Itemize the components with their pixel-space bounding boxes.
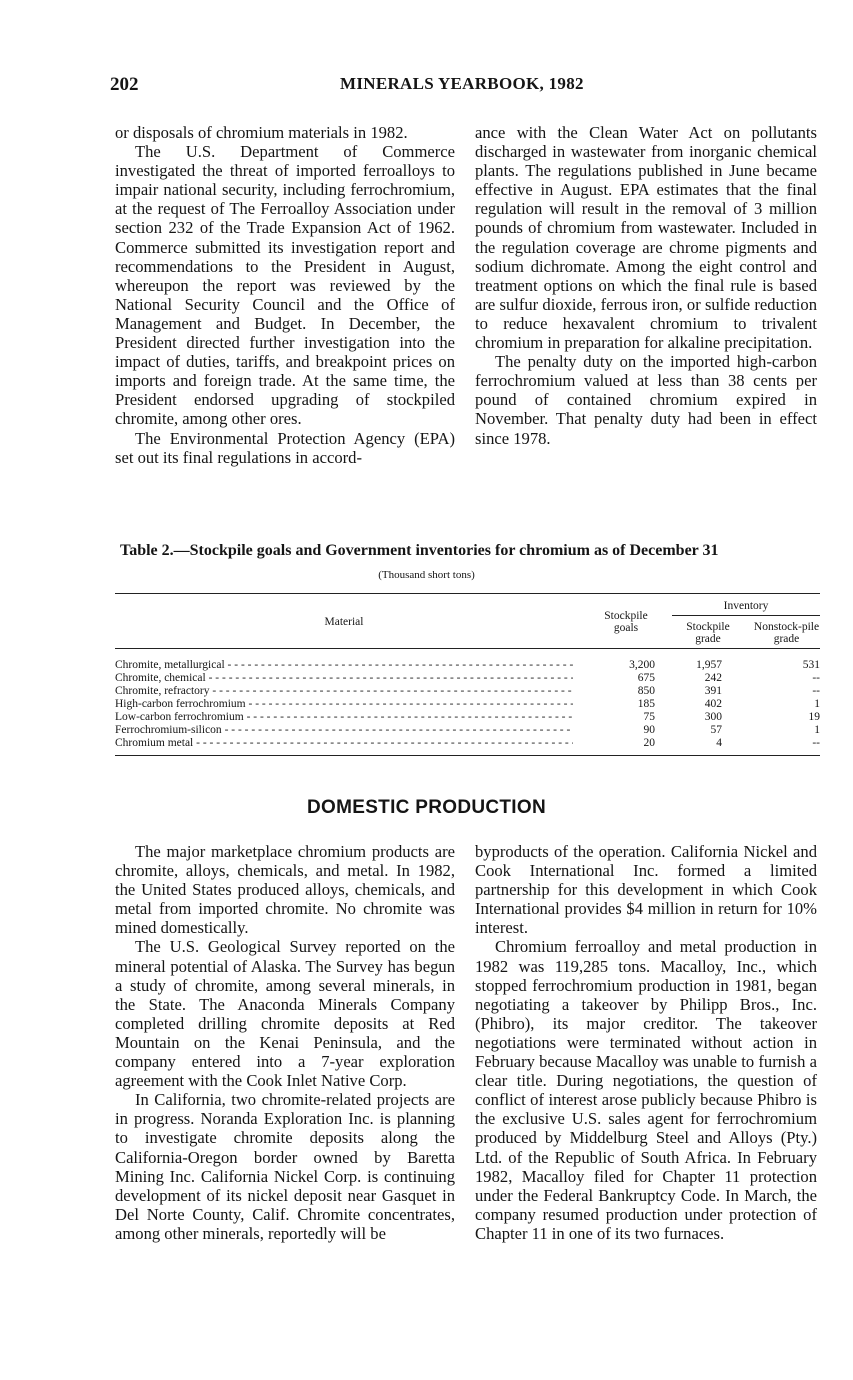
text-column-top-left [115,123,455,467]
cell-nonstockpile-grade: 1 [814,724,820,736]
cell-stockpile-grade: 391 [704,685,722,697]
table-row [115,725,820,736]
paragraph: The Environmental Protection Agency (EPA) set out its final regulations in accord- [115,428,455,467]
cell-nonstockpile-grade: 1 [814,698,820,710]
cell-goals: 90 [643,724,655,736]
cell-material: Chromium metal - - - [115,738,573,749]
cell-material: Low-carbon ferrochromium - - - [115,712,573,723]
paragraph: byproducts of the operation. California Nickel and Cook International Inc. formed a limited partnership for this development in which Cook International provides $4 million in return for 10% interest. [475,842,817,938]
cell-stockpile-grade: 1,957 [696,659,722,671]
section-heading: DOMESTIC PRODUCTION [307,797,546,818]
paragraph: The major marketplace chromium products are chromite, alloys, chemicals, and metal. In 1982, the United States produced alloys, chemicals, and metal from imported chromite. No chromite was mined domestically. [115,842,455,938]
cell-goals: 675 [637,672,655,684]
page-number: 202 [110,74,139,95]
table-title: Table 2.—Stockpile goals and Government inventories for chromium as of December 31 [120,542,719,559]
table-row [115,673,820,684]
table-header-rule [115,648,820,649]
table-row [115,660,820,671]
table-row [115,699,820,710]
table-unit-note: (Thousand short tons) [378,569,475,581]
header-inventory: Inventory [723,600,769,612]
table-row [115,738,820,749]
cell-nonstockpile-grade: -- [812,672,820,684]
paragraph: Chromium ferroalloy and metal production in 1982 was 119,285 tons. Macalloy, Inc., which stopped ferrochromium production in 1981, began negotiating a takeover by Philipp Bros., Inc. (Phibro), its major creditor. The takeover negotiations were terminated without action in February because Macalloy was unable to furnish a clear title. During negotiations, the question of conflict of interest arose publicly because Phibro is the exclusive U.S. sales agent for ferrochromium produced by Middelburg Steel and Alloys (Pty.) Ltd. of the Republic of South Africa. In February 1982, Macalloy filed for Chapter 11 protection under the Federal Bankruptcy Code. In March, the company resumed production under protection of Chapter 11 in one of its two furnaces. [475,937,817,1243]
cell-goals: 850 [637,685,655,697]
table-row [115,686,820,697]
paragraph: The penalty duty on the imported high-carbon ferrochromium valued at less than 38 cents per pound of contained chromium expired in November. That penalty duty had been in effect since 1978. [475,352,817,448]
cell-nonstockpile-grade: -- [812,737,820,749]
cell-goals: 3,200 [629,659,655,671]
cell-stockpile-grade: 402 [704,698,722,710]
cell-goals: 20 [643,737,655,749]
inventory-rule [672,615,820,616]
paragraph: ance with the Clean Water Act on pollutants discharged in wastewater from inorganic chemical plants. The regulations published in June became effective in August. EPA estimates that the final regulation will result in the removal of 3 million pounds of chromium from wastewater. Included in the regulation coverage are chrome pigments and sodium dichromate. Among the eight control and treatment options on which the final rule is based are sulfur dioxide, ferrous iron, or sulfide reduction to reduce hexavalent chromium to trivalent chromium in preparation for alkaline precipitation. [475,123,817,353]
cell-stockpile-grade: 57 [710,724,722,736]
table-row [115,712,820,723]
cell-nonstockpile-grade: 19 [808,711,820,723]
header-stockpile-grade: Stockpile grade [686,621,730,645]
cell-goals: 185 [637,698,655,710]
table-bottom-rule [115,755,820,756]
cell-nonstockpile-grade: 531 [802,659,820,671]
cell-material: Ferrochromium-silicon - - - [115,725,573,736]
paragraph: The U.S. Geological Survey reported on the mineral potential of Alaska. The Survey has begun a study of chromite, among several minerals, in the State. The Anaconda Minerals Company completed drilling chromite deposits at Red Mountain on the Kenai Peninsula, and the company entered into a 7-year exploration agreement with the Cook Inlet Native Corp. [115,937,455,1091]
header-nonstockpile-grade: Nonstock-pile grade [753,621,820,645]
text-column-bottom-right [475,842,817,1243]
header-material: Material [324,616,364,628]
cell-material: High-carbon ferrochromium - - - [115,699,573,710]
cell-material: Chromite, refractory - - - [115,686,573,697]
text-column-top-right [475,123,817,448]
cell-goals: 75 [643,711,655,723]
header-stockpile-goals: Stockpile goals [604,610,648,634]
cell-material: Chromite, chemical - - - [115,673,573,684]
paragraph: The U.S. Department of Commerce investigated the threat of imported ferroalloys to impair national security, including ferrochromium, at the request of The Ferroalloy Association under section 232 of the Trade Expansion Act of 1962. Commerce submitted its investigation report and recommendations to the President in August, whereupon the report was reviewed by the National Security Council and the Office of Management and Budget. In December, the President directed further investigation into the impact of duties, tariffs, and breakpoint prices on imports and foreign trade. At the same time, the President endorsed upgrading of stockpiled chromite, among other ores. [115,142,455,429]
running-title: MINERALS YEARBOOK, 1982 [340,74,584,93]
paragraph: or disposals of chromium materials in 1982. [115,123,408,142]
paragraph: In California, two chromite-related projects are in progress. Noranda Exploration Inc. is planning to investigate chromite deposits along the California-Oregon border owned by Baretta Mining Inc. California Nickel Corp. is continuing development of its nickel deposit near Gasquet in Del Norte County, Calif. Chromite concentrates, among other minerals, reportedly will be [115,1090,455,1243]
cell-stockpile-grade: 242 [704,672,722,684]
cell-stockpile-grade: 300 [704,711,722,723]
cell-material: Chromite, metallurgical - - - [115,660,573,671]
table-top-rule [115,593,820,594]
cell-nonstockpile-grade: -- [812,685,820,697]
cell-stockpile-grade: 4 [716,737,722,749]
text-column-bottom-left [115,842,455,1243]
